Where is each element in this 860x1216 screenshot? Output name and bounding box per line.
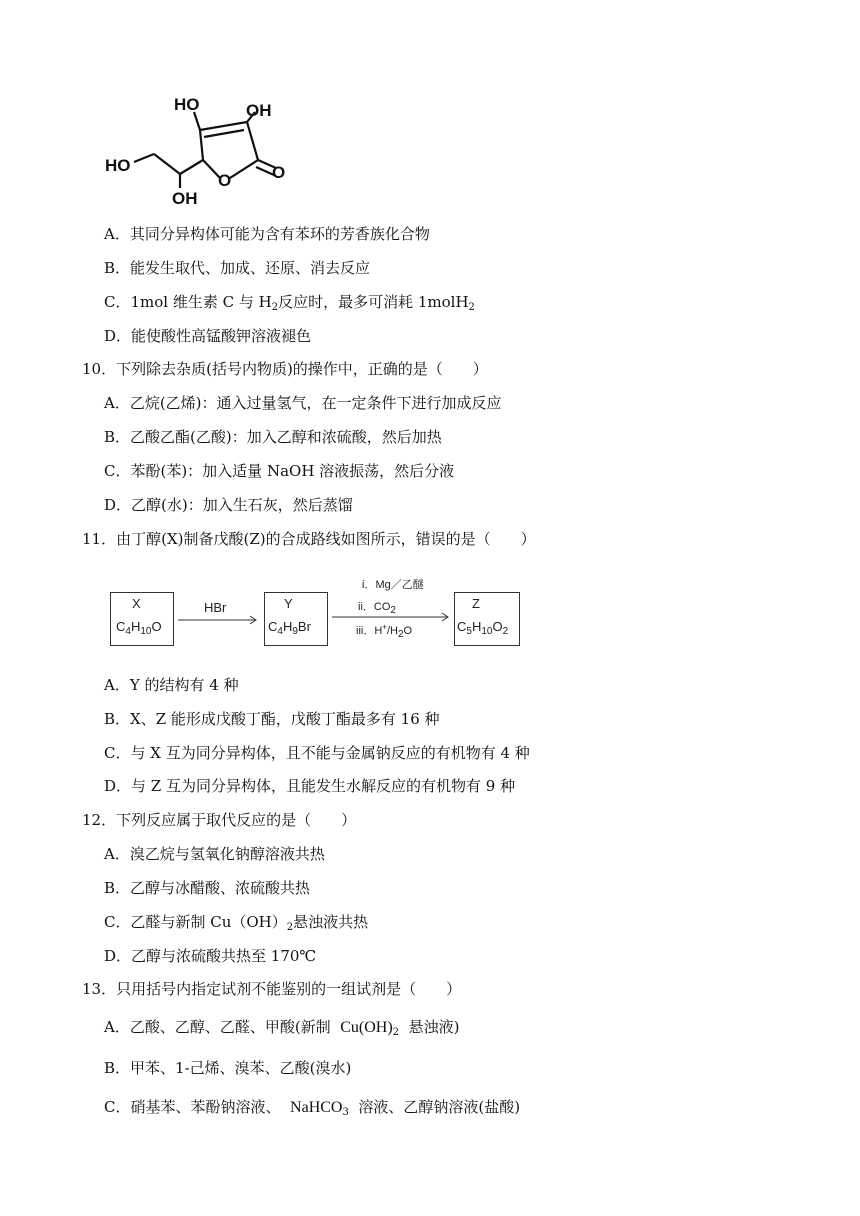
q12-option-d: D．乙醇与浓硫酸共热至 170℃ xyxy=(104,947,317,965)
q10-option-c: C．苯酚(苯)：加入适量 NaOH 溶液振荡，然后分液 xyxy=(104,462,455,480)
x-label: X xyxy=(132,596,141,611)
q12-c-pre: C．乙醛与新制 Cu（OH） xyxy=(104,913,287,931)
oh-top-label: OH xyxy=(246,101,272,120)
q13-c-post: 溶液、乙醇钠溶液(盐酸) xyxy=(358,1098,521,1116)
q9-option-b: B．能发生取代、加成、还原、消去反应 xyxy=(104,259,371,277)
q11-option-a: A．Y 的结构有 4 种 xyxy=(104,676,239,694)
q10-option-b: B．乙酸乙酯(乙酸)：加入乙醇和浓硫酸，然后加热 xyxy=(104,428,442,446)
q12-stem: 12．下列反应属于取代反应的是（ ） xyxy=(82,811,357,829)
q13-option-b: B．甲苯、1-己烯、溴苯、乙酸(溴水) xyxy=(104,1059,352,1077)
q13-a-formula: Cu(OH) xyxy=(340,1019,393,1036)
q9-option-a: A．其同分异构体可能为含有苯环的芳香族化合物 xyxy=(104,225,430,243)
q12-c-sub: 2 xyxy=(286,922,294,933)
q9-option-d: D．能使酸性高锰酸钾溶液褪色 xyxy=(104,327,312,345)
q11-option-b: B．X、Z 能形成戊酸丁酯，戊酸丁酯最多有 16 种 xyxy=(104,710,440,728)
q12-c-post: 悬浊液共热 xyxy=(293,913,369,931)
q13-a-post: 悬浊液) xyxy=(408,1018,460,1036)
carbonyl-oxygen-label: O xyxy=(272,163,286,182)
step-iii: iii．$H^+/H_2O$ xyxy=(356,622,413,640)
q13-c-pre: C．硝基苯、苯酚钠溶液、 xyxy=(104,1098,281,1116)
q13-c-sub: 3 xyxy=(342,1107,349,1118)
q11-option-c: C．与 X 互为同分异构体，且不能与金属钠反应的有机物有 4 种 xyxy=(104,744,530,762)
x-formula: $C_4H_{10}O$ xyxy=(116,619,162,637)
q9-c-sub: 2 xyxy=(271,302,279,313)
vitamin-c-structure xyxy=(100,88,300,208)
q12-option-b: B．乙醇与冰醋酸、浓硫酸共热 xyxy=(104,879,311,897)
q10-option-d: D．乙醇(水)：加入生石灰，然后蒸馏 xyxy=(104,496,353,514)
ho-top-label: HO xyxy=(174,95,200,114)
q13-option-a xyxy=(104,1017,459,1043)
q12-option-c xyxy=(104,912,368,938)
ring-oxygen-label: O xyxy=(218,171,232,190)
reagent-hbr: HBr xyxy=(204,600,227,615)
q10-option-a: A．乙烷(乙烯)：通入过量氢气，在一定条件下进行加成反应 xyxy=(104,394,502,412)
q9-option-c xyxy=(104,292,475,318)
q9-c-sub2: 2 xyxy=(468,302,475,313)
oh-bottom-label: OH xyxy=(172,189,198,208)
q10-stem: 10．下列除去杂质(括号内物质)的操作中，正确的是（ ） xyxy=(82,360,488,378)
q11-option-d: D．与 Z 互为同分异构体，且能发生水解反应的有机物有 9 种 xyxy=(104,777,516,795)
q9-c-mid: 反应时，最多可消耗 1molH xyxy=(278,293,469,311)
arrow-1 xyxy=(178,614,260,626)
q13-stem: 13．只用括号内指定试剂不能鉴别的一组试剂是（ ） xyxy=(82,980,462,998)
q12-option-a: A．溴乙烷与氢氧化钠醇溶液共热 xyxy=(104,845,325,863)
q11-stem: 11．由丁醇(X)制备戊酸(Z)的合成路线如图所示，错误的是（ ） xyxy=(82,530,536,548)
y-formula: $C_4H_9Br$ xyxy=(268,619,311,637)
step-i: i．Mg／乙醚 xyxy=(362,579,424,591)
z-label: Z xyxy=(472,596,480,611)
q13-a-sub: 2 xyxy=(392,1027,400,1038)
q9-c-pre: C．1mol 维生素 C 与 H xyxy=(104,293,272,311)
q13-a-pre: A．乙酸、乙醇、乙醛、甲酸(新制 xyxy=(104,1018,331,1036)
step-ii: ii．$CO_2$ xyxy=(358,601,396,616)
ho-left-label: HO xyxy=(105,156,131,175)
synthesis-scheme xyxy=(110,574,530,654)
q13-option-c xyxy=(104,1097,520,1123)
y-label: Y xyxy=(284,596,293,611)
z-formula: $C_5H_{10}O_2$ xyxy=(457,619,509,637)
q13-c-formula: NaHCO xyxy=(290,1099,343,1116)
